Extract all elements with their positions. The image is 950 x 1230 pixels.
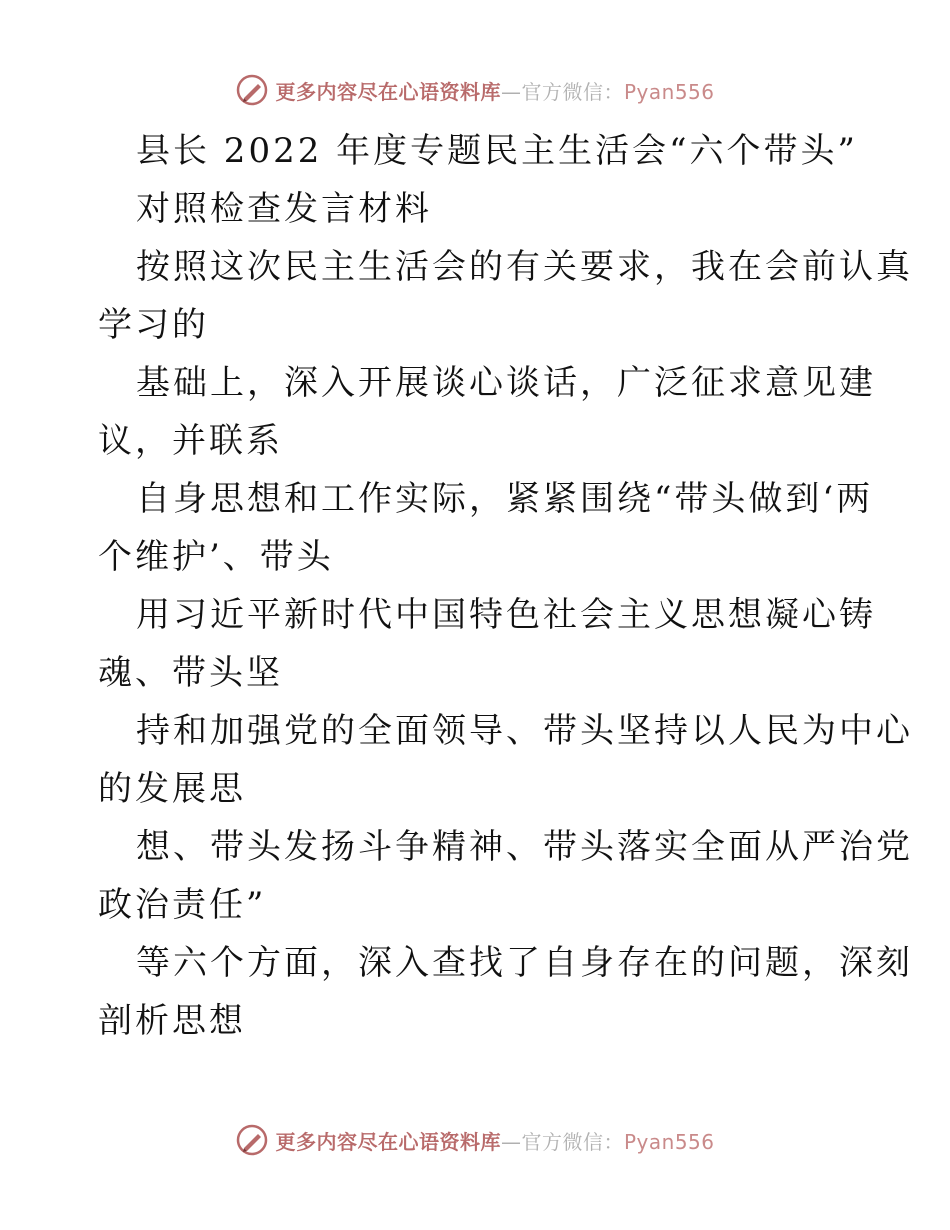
paragraph-line: 持和加强党的全面领导、带头坚持以人民为中心 — [136, 711, 913, 751]
document-body — [98, 122, 913, 1050]
document-subtitle-line: 对照检查发言材料 — [136, 189, 432, 229]
paragraph-line: 按照这次民主生活会的有关要求，我在会前认真 — [136, 247, 913, 287]
pen-logo-icon — [235, 1123, 269, 1157]
paragraph-line: 自身思想和工作实际，紧紧围绕“带头做到‘两 — [136, 479, 874, 519]
paragraph-line: 魂、带头坚 — [98, 653, 283, 693]
paragraph-line: 基础上，深入开展谈心谈话，广泛征求意见建 — [136, 363, 876, 403]
watermark-text: 更多内容尽在心语资料库—官方微信：Pyan556 — [275, 79, 715, 104]
pen-logo-icon — [235, 73, 269, 107]
watermark-text: 更多内容尽在心语资料库—官方微信：Pyan556 — [275, 1129, 715, 1154]
paragraph-line: 政治责任” — [98, 885, 267, 925]
paragraph-line: 等六个方面，深入查找了自身存在的问题，深刻 — [136, 943, 913, 983]
paragraph-line: 的发展思 — [98, 769, 246, 809]
paragraph-line: 剖析思想 — [98, 1001, 246, 1041]
paragraph-line: 个维护’、带头 — [98, 537, 334, 577]
paragraph-line: 议，并联系 — [98, 421, 283, 461]
header-watermark — [0, 70, 950, 110]
footer-watermark — [0, 1120, 950, 1160]
paragraph-line: 学习的 — [98, 305, 209, 345]
paragraph-line: 想、带头发扬斗争精神、带头落实全面从严治党 — [136, 827, 913, 867]
paragraph-line: 用习近平新时代中国特色社会主义思想凝心铸 — [136, 595, 876, 635]
document-title-line: 县长 2022 年度专题民主生活会“六个带头” — [136, 131, 858, 171]
